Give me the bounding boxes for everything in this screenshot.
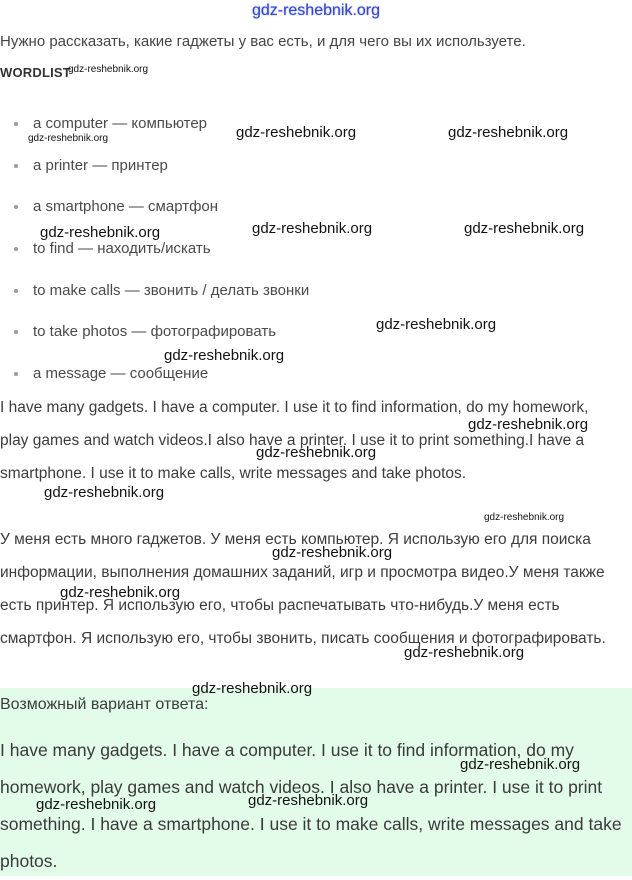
- task-prompt: Нужно рассказать, какие гаджеты у вас есть, и для чего вы их используете.: [0, 33, 526, 50]
- watermark: gdz-reshebnik.org: [192, 680, 313, 697]
- watermark: gdz-reshebnik.org: [460, 756, 581, 773]
- wordlist-item-text: to take photos — фотографировать: [33, 323, 277, 341]
- list-item: [14, 157, 309, 199]
- bullet-icon: [14, 247, 18, 251]
- watermark: gdz-reshebnik.org: [256, 444, 377, 461]
- watermark: gdz-reshebnik.org: [36, 796, 157, 813]
- wordlist-item-text: a message — сообщение: [33, 365, 209, 383]
- watermark: gdz-reshebnik.org: [376, 316, 497, 333]
- watermark: gdz-reshebnik.org: [248, 792, 369, 809]
- watermark: gdz-reshebnik.org: [164, 347, 285, 364]
- wordlist-item-text: a printer — принтер: [33, 156, 168, 174]
- site-header-link[interactable]: gdz-reshebnik.org: [251, 2, 381, 19]
- answer-box: [0, 688, 632, 876]
- watermark: gdz-reshebnik.org: [404, 644, 525, 661]
- watermark: gdz-reshebnik.org: [272, 544, 393, 561]
- watermark: gdz-reshebnik.org: [464, 220, 585, 237]
- answer-title: Возможный вариант ответа:: [0, 696, 209, 713]
- wordlist-item-text: a smartphone — смартфон: [33, 198, 219, 216]
- watermark: gdz-reshebnik.org: [44, 484, 165, 501]
- watermark: gdz-reshebnik.org: [28, 133, 109, 144]
- bullet-icon: [14, 289, 18, 293]
- bullet-icon: [14, 372, 18, 376]
- watermark: gdz-reshebnik.org: [484, 512, 565, 523]
- bullet-icon: [14, 205, 18, 209]
- wordlist-item-text: to make calls — звонить / делать звонки: [33, 281, 310, 299]
- watermark: gdz-reshebnik.org: [252, 220, 373, 237]
- watermark: gdz-reshebnik.org: [236, 124, 357, 141]
- russian-paragraph: У меня есть много гаджетов. У меня есть компьютер. Я использую его для поиска информации, выполнения домашних заданий, игр и просмотра видео.У меня также есть принтер. Я использую его, чтобы распечатывать что-нибудь.У меня есть смартфон. Я использую его, чтобы звонить, писать сообщения и фотографировать.: [0, 531, 606, 647]
- wordlist-item-text: to find — находить/искать: [33, 240, 211, 258]
- wordlist-item-text: a computer — компьютер: [33, 115, 208, 132]
- list-item: [14, 282, 309, 324]
- watermark: gdz-reshebnik.org: [468, 416, 589, 433]
- list-item: [14, 240, 309, 282]
- watermark: gdz-reshebnik.org: [60, 584, 181, 601]
- answer-text: I have many gadgets. I have a computer. I use it to find information, do my homework, play games and watch videos. I also have a printer. I use it to print something. I have a smartphone. I use it to make calls, write messages and take photos.: [0, 740, 622, 871]
- english-paragraph: I have many gadgets. I have a computer. I use it to find information, do my homework, play games and watch videos.I also have a printer. I use it to print something.I have a smartphone. I use it to make calls, write messages and take photos.: [0, 399, 589, 482]
- bullet-icon: [14, 164, 18, 168]
- bullet-icon: [14, 122, 18, 126]
- watermark: gdz-reshebnik.org: [448, 124, 569, 141]
- bullet-icon: [14, 330, 18, 334]
- watermark: gdz-reshebnik.org: [68, 64, 149, 75]
- watermark: gdz-reshebnik.org: [40, 224, 161, 241]
- wordlist-title: WORDLIST: [0, 65, 71, 80]
